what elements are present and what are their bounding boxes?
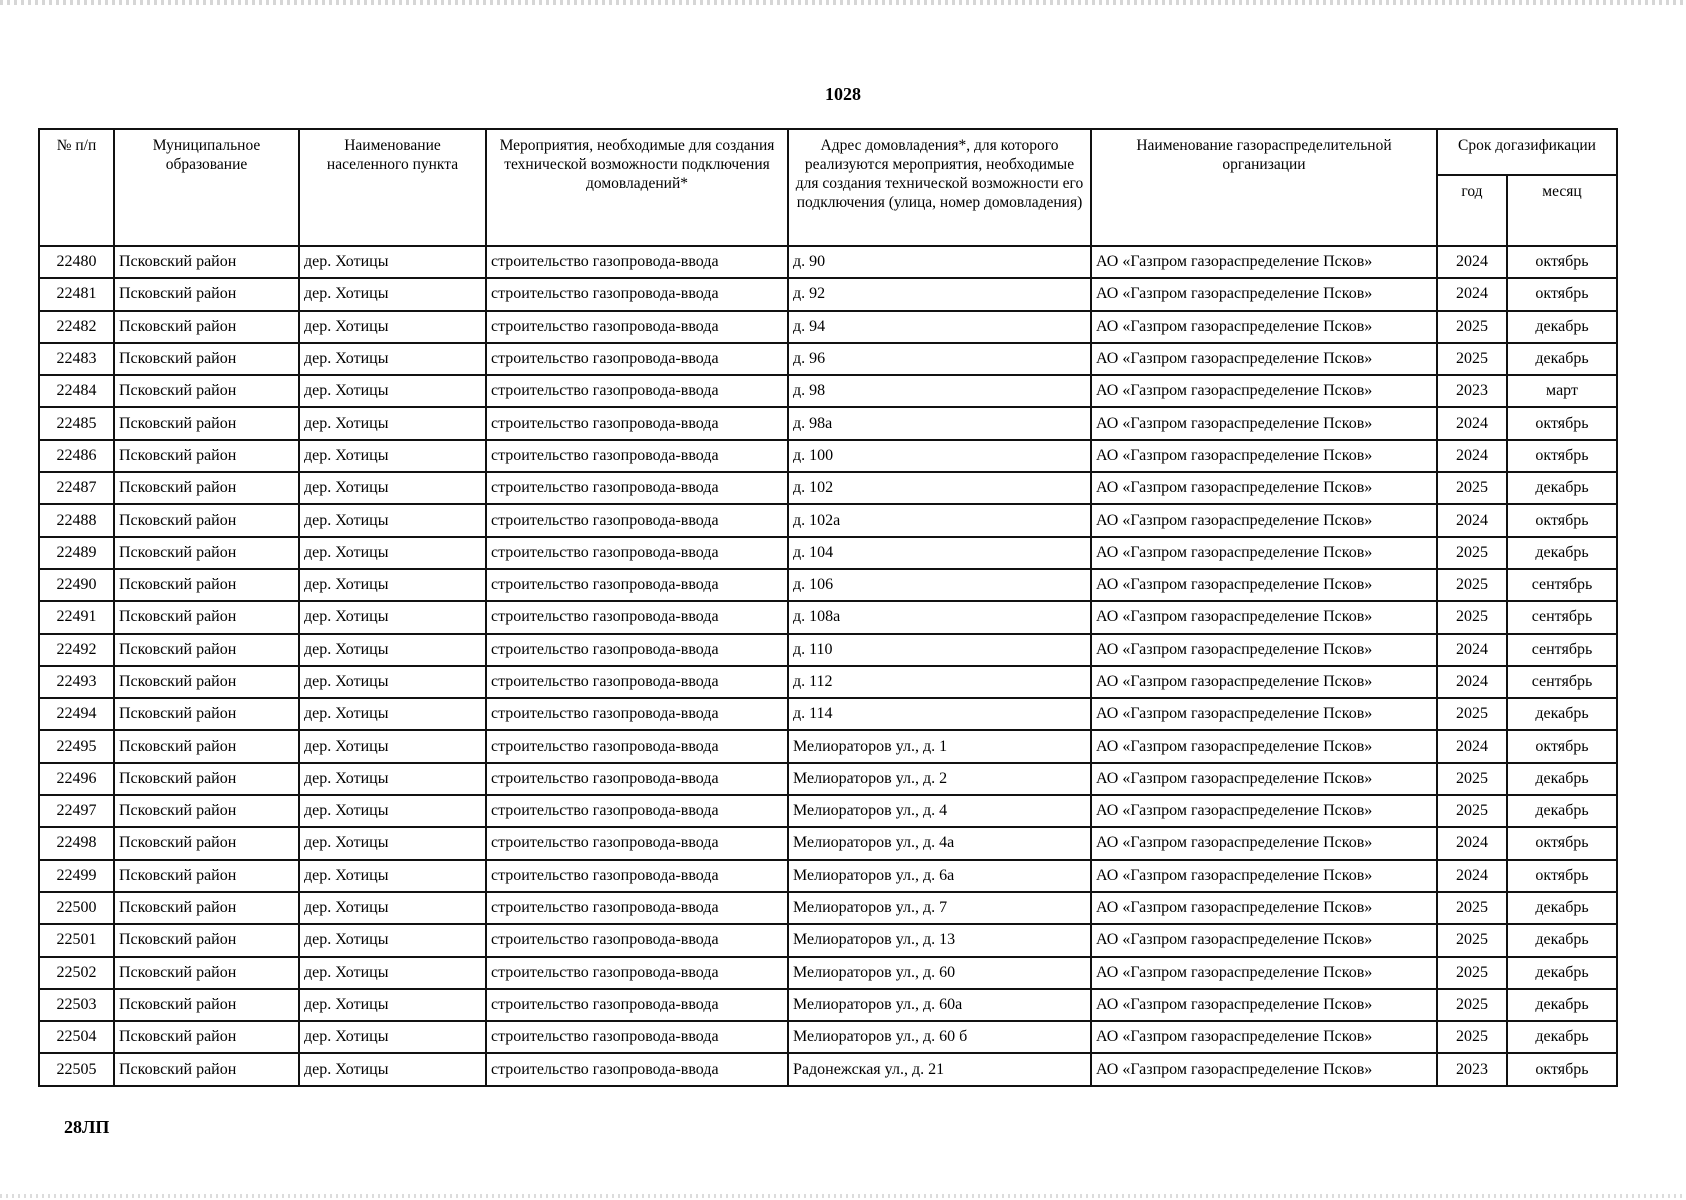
cell-address: д. 100 xyxy=(788,440,1091,472)
cell-month: октябрь xyxy=(1507,440,1617,472)
cell-address: д. 94 xyxy=(788,311,1091,343)
cell-organization: АО «Газпром газораспределение Псков» xyxy=(1091,892,1437,924)
table-row xyxy=(39,1021,1617,1053)
cell-locality: дер. Хотицы xyxy=(299,440,486,472)
cell-organization: АО «Газпром газораспределение Псков» xyxy=(1091,537,1437,569)
cell-year: 2025 xyxy=(1437,569,1507,601)
cell-year: 2025 xyxy=(1437,795,1507,827)
cell-address: д. 104 xyxy=(788,537,1091,569)
cell-year: 2025 xyxy=(1437,311,1507,343)
cell-year: 2024 xyxy=(1437,278,1507,310)
cell-num: 22496 xyxy=(39,763,114,795)
cell-month: декабрь xyxy=(1507,472,1617,504)
cell-municipality: Псковский район xyxy=(114,601,299,633)
cell-year: 2024 xyxy=(1437,827,1507,859)
cell-year: 2024 xyxy=(1437,860,1507,892)
table-row xyxy=(39,440,1617,472)
cell-month: октябрь xyxy=(1507,730,1617,762)
cell-organization: АО «Газпром газораспределение Псков» xyxy=(1091,343,1437,375)
cell-locality: дер. Хотицы xyxy=(299,1021,486,1053)
table-row xyxy=(39,375,1617,407)
cell-year: 2024 xyxy=(1437,504,1507,536)
cell-organization: АО «Газпром газораспределение Псков» xyxy=(1091,569,1437,601)
cell-num: 22482 xyxy=(39,311,114,343)
cell-organization: АО «Газпром газораспределение Псков» xyxy=(1091,730,1437,762)
cell-organization: АО «Газпром газораспределение Псков» xyxy=(1091,311,1437,343)
table-row xyxy=(39,666,1617,698)
cell-measure: строительство газопровода-ввода xyxy=(486,311,788,343)
cell-num: 22504 xyxy=(39,1021,114,1053)
cell-month: сентябрь xyxy=(1507,569,1617,601)
header-organization: Наименование газораспределительной организации xyxy=(1091,129,1437,246)
cell-locality: дер. Хотицы xyxy=(299,666,486,698)
cell-measure: строительство газопровода-ввода xyxy=(486,989,788,1021)
cell-month: декабрь xyxy=(1507,343,1617,375)
cell-municipality: Псковский район xyxy=(114,472,299,504)
cell-locality: дер. Хотицы xyxy=(299,569,486,601)
cell-month: декабрь xyxy=(1507,892,1617,924)
cell-measure: строительство газопровода-ввода xyxy=(486,666,788,698)
cell-num: 22505 xyxy=(39,1053,114,1085)
cell-locality: дер. Хотицы xyxy=(299,311,486,343)
cell-organization: АО «Газпром газораспределение Псков» xyxy=(1091,440,1437,472)
cell-year: 2024 xyxy=(1437,730,1507,762)
cell-locality: дер. Хотицы xyxy=(299,989,486,1021)
cell-address: д. 92 xyxy=(788,278,1091,310)
cell-month: сентябрь xyxy=(1507,601,1617,633)
cell-organization: АО «Газпром газораспределение Псков» xyxy=(1091,924,1437,956)
cell-locality: дер. Хотицы xyxy=(299,343,486,375)
cell-num: 22486 xyxy=(39,440,114,472)
table-row xyxy=(39,278,1617,310)
cell-measure: строительство газопровода-ввода xyxy=(486,957,788,989)
cell-month: декабрь xyxy=(1507,795,1617,827)
cell-month: октябрь xyxy=(1507,246,1617,278)
cell-municipality: Псковский район xyxy=(114,892,299,924)
cell-month: декабрь xyxy=(1507,957,1617,989)
cell-num: 22490 xyxy=(39,569,114,601)
cell-measure: строительство газопровода-ввода xyxy=(486,407,788,439)
cell-municipality: Псковский район xyxy=(114,440,299,472)
cell-municipality: Псковский район xyxy=(114,407,299,439)
cell-year: 2025 xyxy=(1437,1021,1507,1053)
cell-measure: строительство газопровода-ввода xyxy=(486,860,788,892)
cell-address: Мелиораторов ул., д. 4 xyxy=(788,795,1091,827)
cell-municipality: Псковский район xyxy=(114,1053,299,1085)
table-row xyxy=(39,957,1617,989)
cell-municipality: Псковский район xyxy=(114,343,299,375)
cell-locality: дер. Хотицы xyxy=(299,730,486,762)
table-row xyxy=(39,730,1617,762)
table-row xyxy=(39,892,1617,924)
cell-address: д. 102а xyxy=(788,504,1091,536)
cell-month: декабрь xyxy=(1507,989,1617,1021)
cell-year: 2023 xyxy=(1437,1053,1507,1085)
cell-month: сентябрь xyxy=(1507,666,1617,698)
cell-municipality: Псковский район xyxy=(114,666,299,698)
cell-address: Мелиораторов ул., д. 60 xyxy=(788,957,1091,989)
sheet-code: 28ЛП xyxy=(64,1117,110,1137)
cell-measure: строительство газопровода-ввода xyxy=(486,569,788,601)
cell-organization: АО «Газпром газораспределение Псков» xyxy=(1091,666,1437,698)
cell-num: 22495 xyxy=(39,730,114,762)
cell-month: март xyxy=(1507,375,1617,407)
cell-organization: АО «Газпром газораспределение Псков» xyxy=(1091,278,1437,310)
cell-municipality: Псковский район xyxy=(114,860,299,892)
cell-month: октябрь xyxy=(1507,504,1617,536)
cell-organization: АО «Газпром газораспределение Псков» xyxy=(1091,472,1437,504)
cell-address: д. 98а xyxy=(788,407,1091,439)
cell-locality: дер. Хотицы xyxy=(299,924,486,956)
cell-locality: дер. Хотицы xyxy=(299,698,486,730)
table-row xyxy=(39,537,1617,569)
cell-municipality: Псковский район xyxy=(114,569,299,601)
cell-year: 2025 xyxy=(1437,924,1507,956)
cell-num: 22491 xyxy=(39,601,114,633)
cell-locality: дер. Хотицы xyxy=(299,375,486,407)
page-number: 1028 xyxy=(825,84,861,104)
cell-year: 2024 xyxy=(1437,246,1507,278)
cell-year: 2024 xyxy=(1437,440,1507,472)
cell-measure: строительство газопровода-ввода xyxy=(486,440,788,472)
cell-measure: строительство газопровода-ввода xyxy=(486,763,788,795)
cell-municipality: Псковский район xyxy=(114,634,299,666)
cell-organization: АО «Газпром газораспределение Псков» xyxy=(1091,375,1437,407)
cell-organization: АО «Газпром газораспределение Псков» xyxy=(1091,860,1437,892)
cell-address: Мелиораторов ул., д. 2 xyxy=(788,763,1091,795)
header-year: год xyxy=(1437,175,1507,246)
cell-locality: дер. Хотицы xyxy=(299,537,486,569)
cell-organization: АО «Газпром газораспределение Псков» xyxy=(1091,795,1437,827)
cell-organization: АО «Газпром газораспределение Псков» xyxy=(1091,504,1437,536)
cell-num: 22502 xyxy=(39,957,114,989)
table-row xyxy=(39,601,1617,633)
cell-address: д. 90 xyxy=(788,246,1091,278)
cell-num: 22494 xyxy=(39,698,114,730)
cell-organization: АО «Газпром газораспределение Псков» xyxy=(1091,601,1437,633)
cell-municipality: Псковский район xyxy=(114,924,299,956)
header-month: месяц xyxy=(1507,175,1617,246)
cell-address: д. 106 xyxy=(788,569,1091,601)
table-body xyxy=(39,246,1617,1086)
header-measures: Мероприятия, необходимые для создания технической возможности подключения домовладений* xyxy=(486,129,788,246)
cell-locality: дер. Хотицы xyxy=(299,246,486,278)
cell-measure: строительство газопровода-ввода xyxy=(486,1053,788,1085)
cell-year: 2025 xyxy=(1437,892,1507,924)
cell-measure: строительство газопровода-ввода xyxy=(486,278,788,310)
cell-organization: АО «Газпром газораспределение Псков» xyxy=(1091,246,1437,278)
cell-address: Мелиораторов ул., д. 7 xyxy=(788,892,1091,924)
cell-num: 22493 xyxy=(39,666,114,698)
cell-address: д. 98 xyxy=(788,375,1091,407)
cell-locality: дер. Хотицы xyxy=(299,278,486,310)
cell-num: 22492 xyxy=(39,634,114,666)
cell-num: 22480 xyxy=(39,246,114,278)
cell-measure: строительство газопровода-ввода xyxy=(486,343,788,375)
cell-num: 22485 xyxy=(39,407,114,439)
cell-organization: АО «Газпром газораспределение Псков» xyxy=(1091,1053,1437,1085)
cell-year: 2025 xyxy=(1437,763,1507,795)
cell-year: 2025 xyxy=(1437,343,1507,375)
cell-municipality: Псковский район xyxy=(114,537,299,569)
cell-municipality: Псковский район xyxy=(114,763,299,795)
cell-month: декабрь xyxy=(1507,311,1617,343)
cell-municipality: Псковский район xyxy=(114,827,299,859)
cell-month: декабрь xyxy=(1507,763,1617,795)
cell-year: 2024 xyxy=(1437,634,1507,666)
cell-organization: АО «Газпром газораспределение Псков» xyxy=(1091,1021,1437,1053)
cell-address: Мелиораторов ул., д. 60а xyxy=(788,989,1091,1021)
cell-measure: строительство газопровода-ввода xyxy=(486,730,788,762)
cell-address: д. 96 xyxy=(788,343,1091,375)
cell-year: 2025 xyxy=(1437,601,1507,633)
table-row xyxy=(39,989,1617,1021)
table-header xyxy=(39,129,1617,246)
cell-month: сентябрь xyxy=(1507,634,1617,666)
cell-locality: дер. Хотицы xyxy=(299,601,486,633)
cell-address: Мелиораторов ул., д. 13 xyxy=(788,924,1091,956)
cell-num: 22498 xyxy=(39,827,114,859)
cell-month: декабрь xyxy=(1507,1021,1617,1053)
cell-locality: дер. Хотицы xyxy=(299,634,486,666)
table-row xyxy=(39,504,1617,536)
cell-organization: АО «Газпром газораспределение Псков» xyxy=(1091,827,1437,859)
header-municipality: Муниципальное образование xyxy=(114,129,299,246)
cell-municipality: Псковский район xyxy=(114,246,299,278)
table-row xyxy=(39,860,1617,892)
cell-organization: АО «Газпром газораспределение Псков» xyxy=(1091,763,1437,795)
cell-municipality: Псковский район xyxy=(114,989,299,1021)
cell-locality: дер. Хотицы xyxy=(299,472,486,504)
cell-municipality: Псковский район xyxy=(114,375,299,407)
cell-month: декабрь xyxy=(1507,924,1617,956)
cell-locality: дер. Хотицы xyxy=(299,795,486,827)
cell-measure: строительство газопровода-ввода xyxy=(486,827,788,859)
cell-num: 22500 xyxy=(39,892,114,924)
cell-municipality: Псковский район xyxy=(114,278,299,310)
cell-num: 22481 xyxy=(39,278,114,310)
cell-measure: строительство газопровода-ввода xyxy=(486,504,788,536)
table-row xyxy=(39,795,1617,827)
cell-month: октябрь xyxy=(1507,860,1617,892)
cell-year: 2025 xyxy=(1437,698,1507,730)
table-row xyxy=(39,924,1617,956)
cell-measure: строительство газопровода-ввода xyxy=(486,375,788,407)
cell-num: 22501 xyxy=(39,924,114,956)
cell-address: д. 108а xyxy=(788,601,1091,633)
cell-measure: строительство газопровода-ввода xyxy=(486,892,788,924)
cell-address: Мелиораторов ул., д. 6а xyxy=(788,860,1091,892)
table-row xyxy=(39,698,1617,730)
cell-num: 22484 xyxy=(39,375,114,407)
cell-measure: строительство газопровода-ввода xyxy=(486,246,788,278)
cell-measure: строительство газопровода-ввода xyxy=(486,634,788,666)
scan-edge-bottom xyxy=(0,1194,1686,1198)
table-row xyxy=(39,569,1617,601)
cell-year: 2023 xyxy=(1437,375,1507,407)
cell-locality: дер. Хотицы xyxy=(299,827,486,859)
header-locality: Наименование населенного пункта xyxy=(299,129,486,246)
cell-year: 2025 xyxy=(1437,989,1507,1021)
cell-organization: АО «Газпром газораспределение Псков» xyxy=(1091,989,1437,1021)
cell-municipality: Псковский район xyxy=(114,795,299,827)
cell-locality: дер. Хотицы xyxy=(299,1053,486,1085)
cell-measure: строительство газопровода-ввода xyxy=(486,601,788,633)
cell-locality: дер. Хотицы xyxy=(299,860,486,892)
cell-year: 2024 xyxy=(1437,666,1507,698)
cell-measure: строительство газопровода-ввода xyxy=(486,924,788,956)
cell-month: октябрь xyxy=(1507,1053,1617,1085)
cell-measure: строительство газопровода-ввода xyxy=(486,698,788,730)
cell-address: Мелиораторов ул., д. 1 xyxy=(788,730,1091,762)
cell-address: Радонежская ул., д. 21 xyxy=(788,1053,1091,1085)
cell-month: октябрь xyxy=(1507,278,1617,310)
cell-num: 22488 xyxy=(39,504,114,536)
header-address: Адрес домовладения*, для которого реализуются мероприятия, необходимые для создания технической возможности его подключения (улица, номер домовладения) xyxy=(788,129,1091,246)
gasification-table xyxy=(38,128,1618,1087)
cell-municipality: Псковский район xyxy=(114,1021,299,1053)
cell-num: 22503 xyxy=(39,989,114,1021)
cell-locality: дер. Хотицы xyxy=(299,407,486,439)
table-row xyxy=(39,343,1617,375)
cell-year: 2025 xyxy=(1437,472,1507,504)
cell-locality: дер. Хотицы xyxy=(299,957,486,989)
cell-organization: АО «Газпром газораспределение Псков» xyxy=(1091,407,1437,439)
cell-year: 2025 xyxy=(1437,537,1507,569)
table-row xyxy=(39,472,1617,504)
cell-month: октябрь xyxy=(1507,827,1617,859)
cell-address: д. 110 xyxy=(788,634,1091,666)
cell-address: д. 112 xyxy=(788,666,1091,698)
cell-municipality: Псковский район xyxy=(114,957,299,989)
cell-year: 2025 xyxy=(1437,957,1507,989)
cell-organization: АО «Газпром газораспределение Псков» xyxy=(1091,698,1437,730)
cell-num: 22483 xyxy=(39,343,114,375)
cell-measure: строительство газопровода-ввода xyxy=(486,1021,788,1053)
cell-organization: АО «Газпром газораспределение Псков» xyxy=(1091,634,1437,666)
cell-locality: дер. Хотицы xyxy=(299,504,486,536)
cell-month: декабрь xyxy=(1507,537,1617,569)
cell-year: 2024 xyxy=(1437,407,1507,439)
cell-locality: дер. Хотицы xyxy=(299,892,486,924)
table-row xyxy=(39,407,1617,439)
table-row xyxy=(39,246,1617,278)
cell-month: декабрь xyxy=(1507,698,1617,730)
cell-address: д. 114 xyxy=(788,698,1091,730)
table-row xyxy=(39,763,1617,795)
cell-address: Мелиораторов ул., д. 4а xyxy=(788,827,1091,859)
cell-municipality: Псковский район xyxy=(114,698,299,730)
table-row xyxy=(39,634,1617,666)
cell-num: 22489 xyxy=(39,537,114,569)
cell-month: октябрь xyxy=(1507,407,1617,439)
cell-measure: строительство газопровода-ввода xyxy=(486,472,788,504)
cell-address: д. 102 xyxy=(788,472,1091,504)
cell-municipality: Псковский район xyxy=(114,311,299,343)
cell-num: 22487 xyxy=(39,472,114,504)
cell-measure: строительство газопровода-ввода xyxy=(486,795,788,827)
header-num: № п/п xyxy=(39,129,114,246)
scan-edge-top xyxy=(0,0,1686,5)
table-row xyxy=(39,311,1617,343)
cell-municipality: Псковский район xyxy=(114,504,299,536)
cell-measure: строительство газопровода-ввода xyxy=(486,537,788,569)
cell-locality: дер. Хотицы xyxy=(299,763,486,795)
table-row xyxy=(39,1053,1617,1085)
cell-num: 22497 xyxy=(39,795,114,827)
cell-municipality: Псковский район xyxy=(114,730,299,762)
table-row xyxy=(39,827,1617,859)
cell-num: 22499 xyxy=(39,860,114,892)
header-deadline: Срок догазификации xyxy=(1437,129,1617,175)
cell-organization: АО «Газпром газораспределение Псков» xyxy=(1091,957,1437,989)
cell-address: Мелиораторов ул., д. 60 б xyxy=(788,1021,1091,1053)
